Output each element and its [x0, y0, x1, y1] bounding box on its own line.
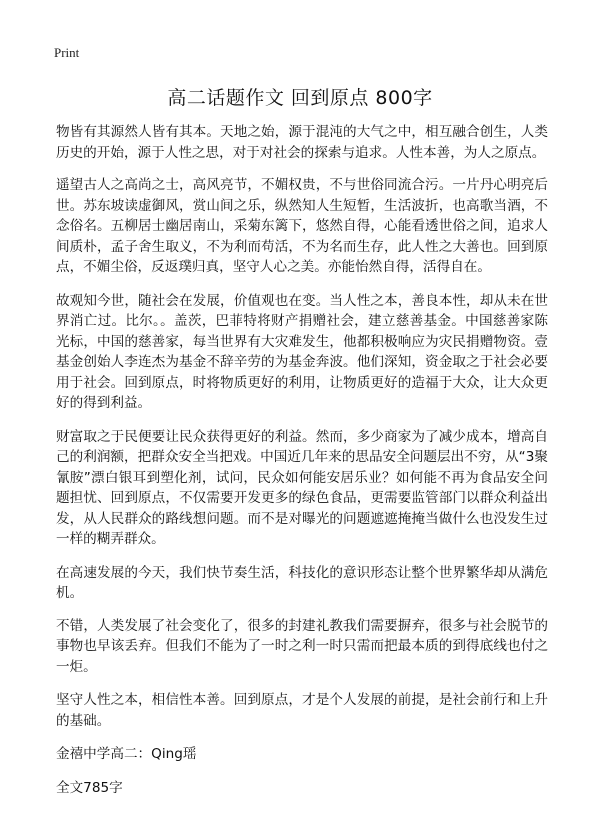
paragraph-3: 故观知今世，随社会在发展，价值观也在变。当人性之本，善良本性，却从未在世界消亡过。比尔。。盖茨，巴菲特将财产捐赠社会，建立慈善基金。中国慈善家陈光标，中国的慈善家，每当世界有大灾难发生，他都积极响应为灾民捐赠物资。壹基金创始人李连杰为基金不辞辛劳的为基金奔波。他们深知，资金取之于社会必要用于社会。回到原点，时将物质更好的利用，让物质更好的造福于大众，让大众更好的得到利益。	[56, 292, 548, 411]
article-body	[56, 122, 548, 812]
paragraph-7: 坚守人性之本，相信性本善。回到原点，才是个人发展的前提，是社会前行和上升的基础。	[56, 692, 548, 729]
word-count: 全文785字	[56, 780, 123, 796]
paragraph-1: 物皆有其源然人皆有其本。天地之始，源于混沌的大气之中，相互融合创生，人类历史的开始，源于人性之思，对于对社会的探索与追求。人性本善，为人之原点。	[56, 124, 548, 161]
print-link[interactable]: Print	[54, 45, 80, 60]
author-line: 金禧中学高二：Qing瑶	[56, 746, 197, 762]
paragraph-2: 遥望古人之高尚之士，高风亮节，不媚权贵，不与世俗同流合污。一片丹心明亮后世。苏东坡读虚御风，赏山间之乐，纵然知人生短暂，生活波折，也高歌当酒，不念俗名。五柳居士幽居南山，采菊东篱下，悠然自得，心能看透世俗之间，追求人间质朴，孟子舍生取义，不为利而苟活，不为名而生存，此人性之大善也。回到原点，不媚尘俗，反返璞归真，坚守人心之美。亦能怡然自得，活得自在。	[56, 177, 548, 275]
paragraph-4: 财富取之于民便要让民众获得更好的利益。然而，多少商家为了减少成本，增高自己的利润额，把群众安全当把戏。中国近几年来的思品安全问题层出不穷，从“3聚氰胺”漂白银耳到塑化剂，试问，民众如何能安居乐业？如何能不再为食品安全问题担忧、回到原点，不仅需要开发更多的绿色食品，更需要监管部门以群众利益出发，从人民群众的路线想问题。而不是对曝光的问题遮遮掩掩当做什么也没发生过一样的糊弄群众。	[56, 428, 548, 547]
page-title: 高二话题作文 回到原点 800字	[167, 87, 433, 109]
paragraph-6: 不错，人类发展了社会变化了，很多的封建礼教我们需要摒弃，很多与社会脱节的事物也早该丢弃。但我们不能为了一时之利一时只需而把最本质的到得底线也付之一炬。	[56, 617, 548, 675]
paragraph-5: 在高速发展的今天，我们快节奏生活，科技化的意识形态让整个世界繁华却从满危机。	[56, 564, 548, 601]
